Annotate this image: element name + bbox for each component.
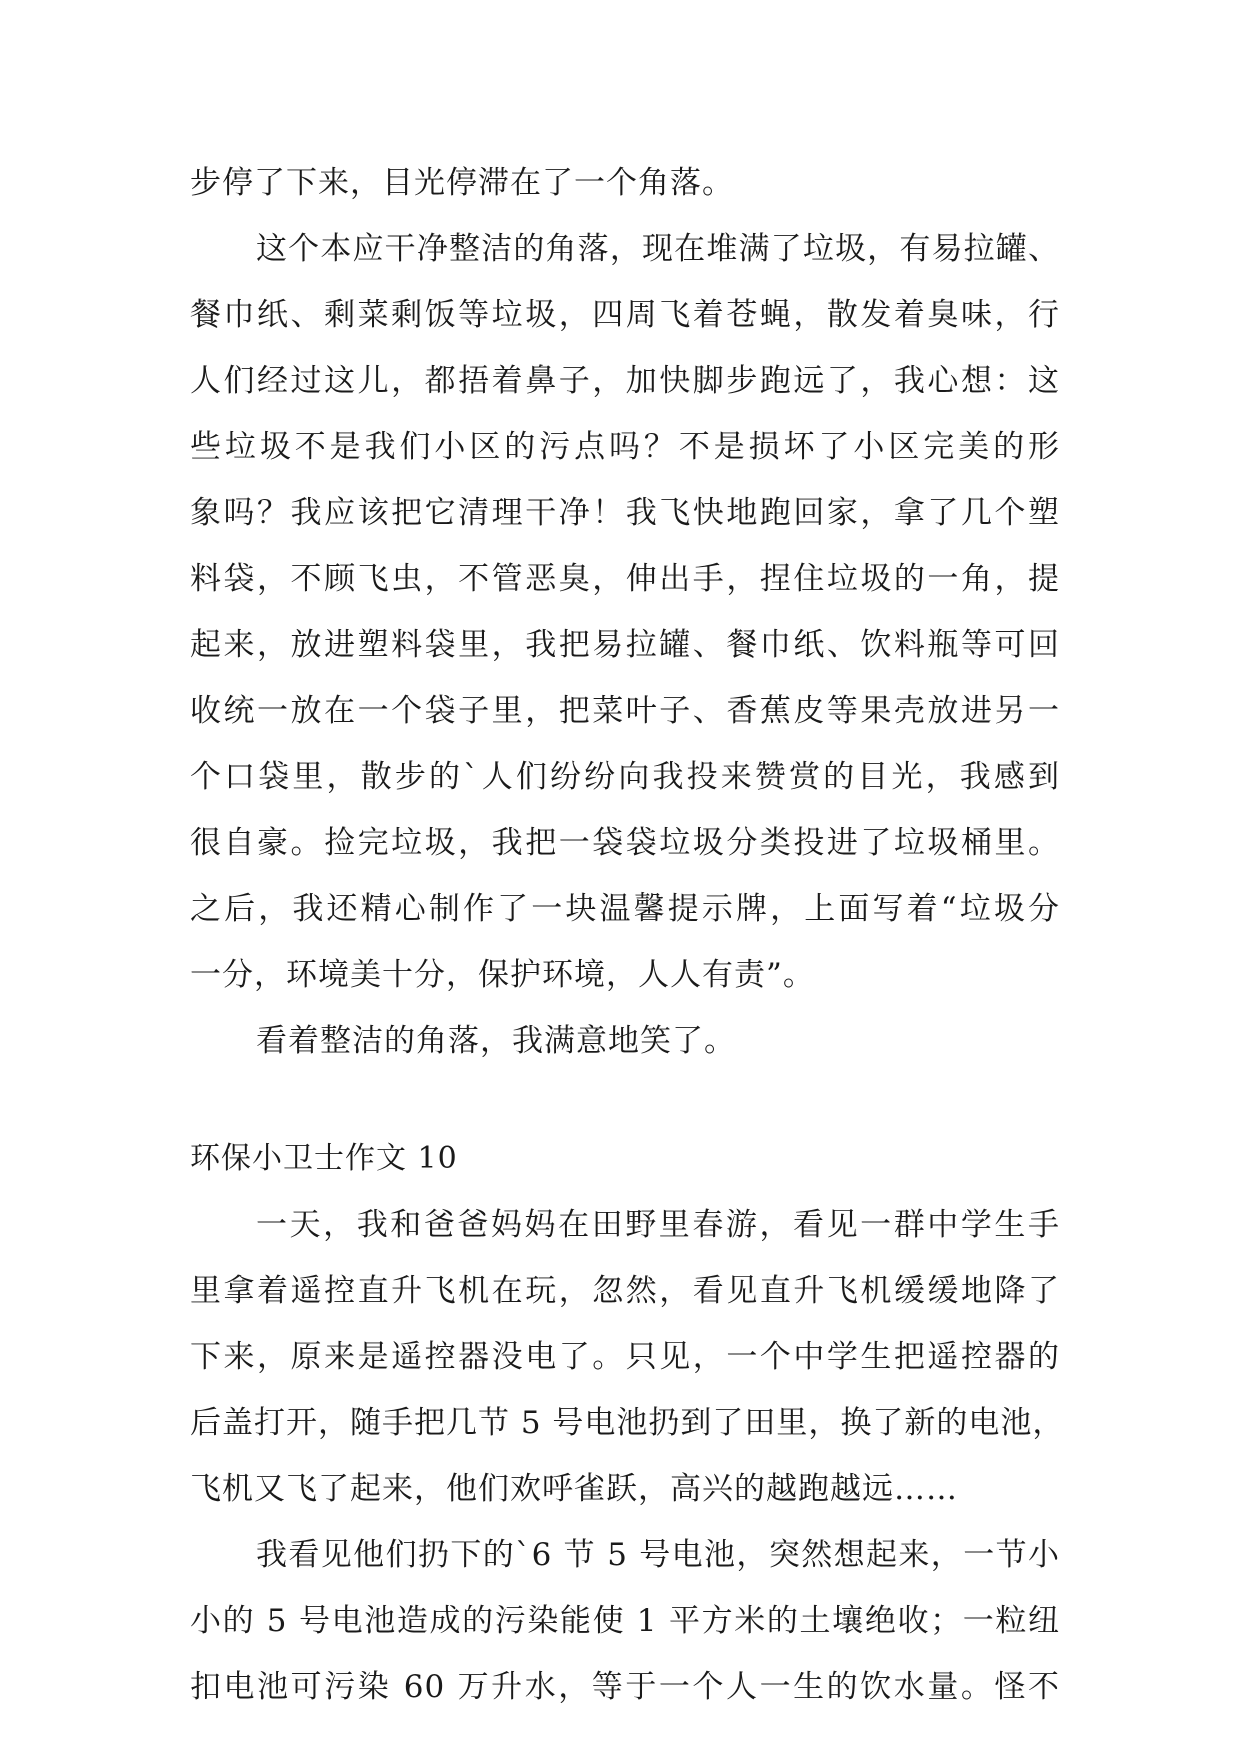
paragraph-line: 个口袋里，散步的`人们纷纷向我投来赞赏的目光，我感到 [190,759,1060,795]
paragraph-line: 些垃圾不是我们小区的污点吗？不是损坏了小区完美的形 [190,429,1060,465]
paragraph-line: 起来，放进塑料袋里，我把易拉罐、餐巾纸、饮料瓶等可回 [190,627,1060,663]
paragraph-line: 餐巾纸、剩菜剩饭等垃圾，四周飞着苍蝇，散发着臭味，行 [190,297,1060,333]
paragraph-line: 这个本应干净整洁的角落，现在堆满了垃圾，有易拉罐、 [256,231,1060,267]
paragraph-line: 后盖打开，随手把几节 5 号电池扔到了田里，换了新的电池， [190,1405,1065,1441]
paragraph-line: 人们经过这儿，都捂着鼻子，加快脚步跑远了，我心想：这 [190,363,1060,399]
paragraph-line: 象吗？我应该把它清理干净！我飞快地跑回家，拿了几个塑 [190,495,1060,531]
paragraph-line: 一天，我和爸爸妈妈在田野里春游，看见一群中学生手 [256,1207,1060,1243]
paragraph-line: 下来，原来是遥控器没电了。只见，一个中学生把遥控器的 [190,1339,1060,1375]
paragraph-line: 扣电池可污染 60 万升水，等于一个人一生的饮水量。怪不 [190,1669,1060,1705]
paragraph-line: 看着整洁的角落，我满意地笑了。 [256,1023,736,1059]
paragraph-line: 里拿着遥控直升飞机在玩，忽然，看见直升飞机缓缓地降了 [190,1273,1060,1309]
paragraph-line: 步停了下来，目光停滞在了一个角落。 [190,165,734,201]
paragraph-line: 我看见他们扔下的`6 节 5 号电池，突然想起来，一节小 [256,1537,1060,1573]
paragraph-line: 小的 5 号电池造成的污染能使 1 平方米的土壤绝收；一粒纽 [190,1603,1060,1639]
essay-title: 环保小卫士作文 10 [190,1141,458,1176]
paragraph-line: 收统一放在一个袋子里，把菜叶子、香蕉皮等果壳放进另一 [190,693,1060,729]
paragraph-line: 料袋，不顾飞虫，不管恶臭，伸出手，捏住垃圾的一角，提 [190,561,1060,597]
paragraph-line: 一分，环境美十分，保护环境，人人有责”。 [190,957,815,993]
paragraph-line: 很自豪。捡完垃圾，我把一袋袋垃圾分类投进了垃圾桶里。 [190,825,1060,861]
paragraph-line: 飞机又飞了起来，他们欢呼雀跃，高兴的越跑越远…… [190,1471,958,1507]
paragraph-line: 之后，我还精心制作了一块温馨提示牌，上面写着“垃圾分 [190,891,1060,927]
